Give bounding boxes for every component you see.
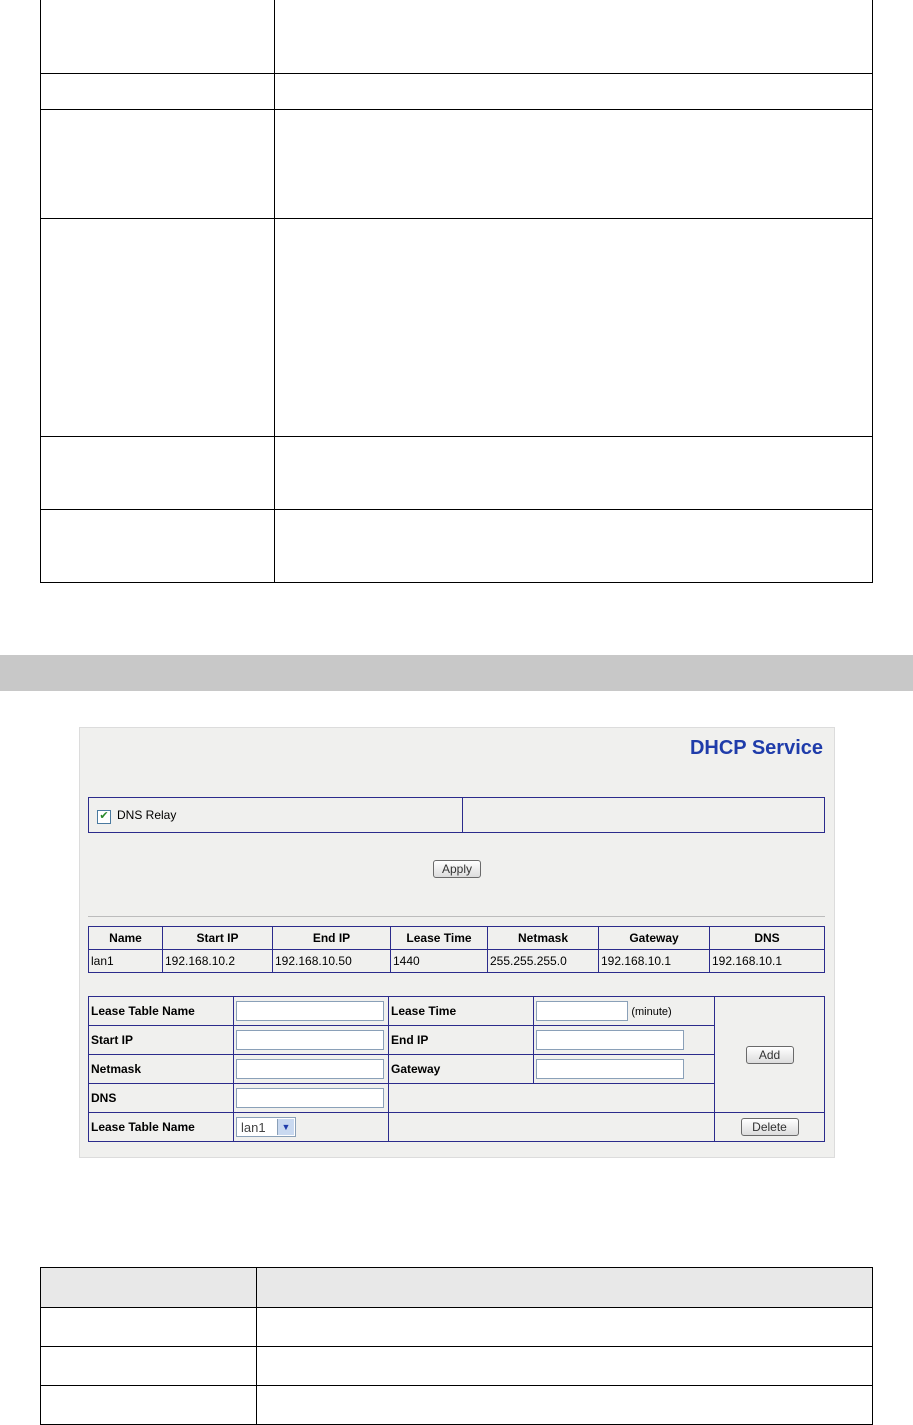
column-header: Netmask xyxy=(488,927,599,950)
minute-unit-label: (minute) xyxy=(631,1006,672,1018)
end-ip-label: End IP xyxy=(389,1026,534,1055)
column-header: Gateway xyxy=(599,927,710,950)
lease-table-name-label: Lease Table Name xyxy=(89,997,234,1026)
dns-relay-cell xyxy=(89,798,463,832)
check-icon: ✔ xyxy=(99,810,109,822)
column-header: Name xyxy=(89,927,163,950)
table-cell: 1440 xyxy=(391,950,488,973)
manual-table-top xyxy=(40,0,873,583)
end-ip-input[interactable] xyxy=(536,1030,684,1050)
column-header: End IP xyxy=(273,927,391,950)
table-header-row xyxy=(89,927,825,950)
table-row xyxy=(89,950,825,973)
divider xyxy=(88,916,825,917)
section-heading-bar xyxy=(0,655,913,691)
chevron-down-icon[interactable]: ▼ xyxy=(277,1119,294,1135)
lease-list-table xyxy=(88,926,825,973)
netmask-input[interactable] xyxy=(236,1059,384,1079)
table-cell: 192.168.10.1 xyxy=(710,950,825,973)
gateway-input[interactable] xyxy=(536,1059,684,1079)
lease-table-select-label: Lease Table Name xyxy=(89,1113,234,1142)
dns-relay-label: DNS Relay xyxy=(117,808,177,822)
manual-table-bottom xyxy=(40,1267,873,1425)
dhcp-service-panel xyxy=(79,727,835,1158)
table-cell: 192.168.10.1 xyxy=(599,950,710,973)
column-header: DNS xyxy=(710,927,825,950)
lease-time-input[interactable] xyxy=(536,1001,628,1021)
delete-button[interactable]: Delete xyxy=(741,1118,799,1136)
apply-button[interactable]: Apply xyxy=(433,860,481,878)
lease-form-table xyxy=(88,996,825,1142)
dns-relay-checkbox[interactable] xyxy=(97,810,111,824)
select-value: lan1 xyxy=(241,1119,266,1135)
dns-relay-row xyxy=(88,797,825,833)
table-cell: 192.168.10.2 xyxy=(163,950,273,973)
dns-input[interactable] xyxy=(236,1088,384,1108)
lease-time-label: Lease Time xyxy=(389,997,534,1026)
start-ip-input[interactable] xyxy=(236,1030,384,1050)
column-header: Lease Time xyxy=(391,927,488,950)
table-cell: lan1 xyxy=(89,950,163,973)
netmask-label: Netmask xyxy=(89,1055,234,1084)
dns-label: DNS xyxy=(89,1084,234,1113)
table-cell: 192.168.10.50 xyxy=(273,950,391,973)
start-ip-label: Start IP xyxy=(89,1026,234,1055)
page-title: DHCP Service xyxy=(689,737,823,759)
lease-table-select[interactable] xyxy=(236,1117,296,1137)
add-button[interactable]: Add xyxy=(746,1046,794,1064)
gateway-label: Gateway xyxy=(389,1055,534,1084)
column-header: Start IP xyxy=(163,927,273,950)
lease-table-name-input[interactable] xyxy=(236,1001,384,1021)
table-cell: 255.255.255.0 xyxy=(488,950,599,973)
